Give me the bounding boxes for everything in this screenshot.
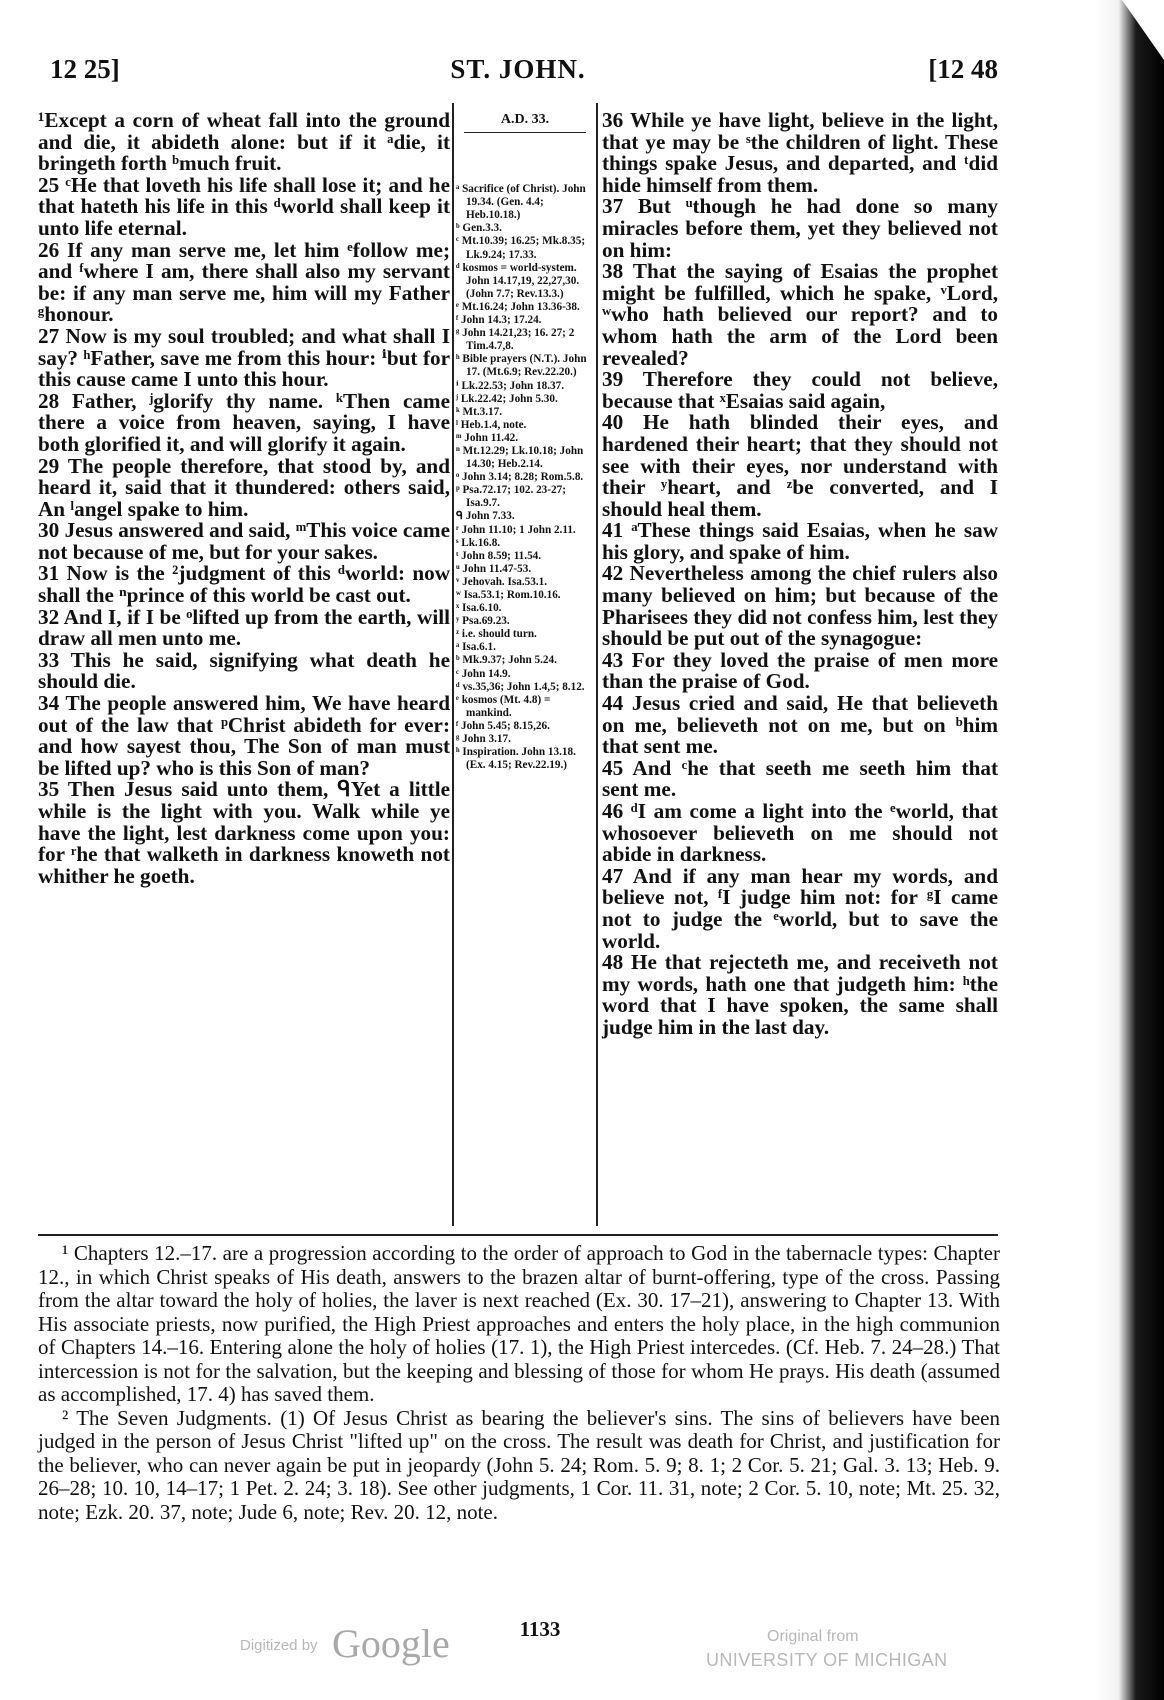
verse: 45 And ᶜhe that seeth me seeth him that sent me. [602, 755, 998, 802]
cross-reference: ʰ Inspiration. John 13.18. (Ex. 4.15; Rev.22.19.) [456, 746, 576, 772]
verse: 46 ᵈI am come a light into the ᵉworld, that whosoever believeth on me should not abide in darkness. [602, 799, 998, 867]
cross-reference: ᶠ John 5.45; 8.15,26. [456, 719, 550, 732]
cross-reference: ʲ Lk.22.42; John 5.30. [456, 392, 558, 405]
cross-reference: ⁱ Lk.22.53; John 18.37. [456, 379, 565, 392]
verse: 41 ᵃThese things said Esaias, when he saw his glory, and spake of him. [602, 518, 998, 564]
verse: 32 And I, if I be ᵒlifted up from the earth, will draw all men unto me. [38, 604, 450, 651]
verse: 37 But ᵘthough he had done so many miracles before them, yet they believed not on him: [602, 194, 998, 262]
column-divider-right [596, 103, 598, 1226]
cross-reference: ᵃ Isa.6.1. [456, 641, 496, 654]
date-label: A.D. 33. [464, 103, 586, 133]
cross-reference: ᶜ Mt.10.39; 16.25; Mk.8.35; Lk.9.24; 17.33. [456, 235, 586, 261]
verse: 40 He hath blinded their eyes, and hardened their heart; that they should not see with their eyes, nor understand with their ʸheart, and ᶻbe converted, and I should heal them. [602, 410, 998, 521]
right-text-column [602, 110, 998, 1039]
original-from-text: Original from [767, 1628, 859, 1645]
footnote-2: ² The Seven Judgments. (1) Of Jesus Christ as bearing the believer's sins. The sins of believers have been judged in the person of Jesus Christ "lifted up" on the cross. The result was death for Christ, and justification for the believer, who can never again be put in jeopardy (John 5. 24; Rom. 5. 9; 8. 1; 2 Cor. 5. 21; Gal. 3. 13; Heb. 9. 26–28; 10. 10, 14–17; 1 Pet. 2. 24; 3. 18). See other judgments, 1 Cor. 11. 31, note; 2 Cor. 5. 10, note; Mt. 25. 32, note; Ezk. 20. 37, note; Jude 6, note; Rev. 20. 12, note. [38, 1405, 1000, 1524]
book-title: ST. JOHN. [450, 54, 586, 84]
verse: ¹Except a corn of wheat fall into the ground and die, it abideth alone: but if it ᵃdie, it bringeth forth ᵇmuch fruit. [38, 108, 450, 176]
header-left-ref: 12 25] [50, 54, 120, 84]
google-logo: Google [332, 1621, 450, 1666]
cross-reference: ˢ Lk.16.8. [456, 536, 501, 549]
verse: 38 That the saying of Esaias the prophet might be fulfilled, which he spake, ᵛLord, ʷwho hath believed our report? and to whom hath the arm of the Lord been revealed? [602, 259, 998, 370]
verse: 30 Jesus answered and said, ᵐThis voice came not because of me, but for your sakes. [38, 518, 450, 564]
page-binding-shadow [1094, 0, 1164, 1700]
cross-reference: ᵈ kosmos = world-system. John 14.17,19, 22,27,30. (John 7.7; Rev.13.3.) [456, 261, 580, 300]
cross-reference: ᵒ John 3.14; 8.28; Rom.5.8. [456, 471, 584, 484]
verse: 26 If any man serve me, let him ᵉfollow me; and ᶠwhere I am, there shall also my servant be: if any man serve me, him will my Father ᵍhonour. [38, 237, 450, 327]
cross-reference: ᶠ John 14.3; 17.24. [456, 314, 542, 327]
footnote-1: ¹ Chapters 12.–17. are a progression according to the order of approach to God in the tabernacle types: Chapter 12., in which Christ speaks of His death, answers to the brazen altar of burnt-offering, type of the cross. Passing from the altar toward the holy of holies, the laver is next reached (Ex. 30. 17–21), answering to Chapter 13. With His associate priests, now purified, the High Priest approaches and enters the holy place, in the high communion of Chapters 14.–16. Entering alone the holy of holies (17. 1), the High Priest intercedes. (Cf. Heb. 7. 24–28.) That intercession is not for the salvation, but the keeping and blessing of those for whom He prays. His death (assumed as accomplished, 17. 4) has saved them. [38, 1241, 1000, 1406]
cross-reference: ᵉ kosmos (Mt. 4.8) = mankind. [456, 693, 551, 719]
cross-reference: ʸ Psa.69.23. [456, 615, 510, 628]
left-text-column [38, 110, 450, 887]
verse: 28 Father, ʲglorify thy name. ᵏThen came there a voice from heaven, saying, I have both glorified it, and will glorify it again. [38, 388, 450, 456]
cross-reference: ᵇ Gen.3.3. [456, 222, 502, 235]
page-number: 1133 [519, 1617, 561, 1641]
verse: 47 And if any man hear my words, and believe not, ᶠI judge him not: for ᵍI came not to judge the ᵉworld, but to save the world. [602, 863, 998, 953]
cross-reference: ᵈ vs.35,36; John 1.4,5; 8.12. [456, 680, 585, 693]
header-right-ref: [12 48 [928, 54, 998, 84]
cross-reference: ᶻ i.e. should turn. [456, 628, 537, 641]
digitized-by-text: Digitized by [240, 1637, 318, 1654]
verse: 48 He that rejecteth me, and receiveth not my words, hath one that judgeth him: ʰthe word that I have spoken, the same shall judge him in the last day. [602, 950, 998, 1039]
cross-reference: ᵐ John 11.42. [456, 431, 519, 444]
verse: 27 Now is my soul troubled; and what shall I say? ʰFather, save me from this hour: ⁱbut for this cause came I unto this hour. [38, 323, 450, 392]
cross-reference: ᵉ Mt.16.24; John 13.36-38. [456, 300, 580, 313]
verse: 39 Therefore they could not believe, because that ˣEsaias said again, [602, 367, 998, 413]
cross-reference: ᶜ John 14.9. [456, 667, 511, 680]
cross-reference: ᵖ Psa.72.17; 102. 23-27; Isa.9.7. [456, 484, 566, 510]
cross-reference: ᑫ John 7.33. [456, 510, 515, 523]
footnote-separator [38, 1234, 998, 1236]
cross-reference: ʷ Isa.53.1; Rom.10.16. [456, 589, 561, 601]
cross-reference: ᵍ John 3.17. [456, 733, 511, 746]
verse: 34 The people answered him, We have heard out of the law that ᵖChrist abideth for ever: and how sayest thou, The Son of man must be lifted up? who is this Son of man? [38, 691, 450, 780]
cross-reference: ᵇ Mk.9.37; John 5.24. [456, 654, 557, 667]
cross-reference: ᵏ Mt.3.17. [456, 405, 503, 418]
verse: 42 Nevertheless among the chief rulers also many believed on him; but because of the Pharisees they did not confess him, lest they should be put out of the synagogue: [602, 561, 998, 651]
cross-reference: ᵘ John 11.47-53. [456, 562, 532, 575]
verse: 43 For they loved the praise of men more than the praise of God. [602, 647, 998, 694]
verse: 36 While ye have light, believe in the light, that ye may be ˢthe children of light. These things spake Jesus, and departed, and ᵗdid hide himself from them. [602, 108, 998, 197]
cross-reference: ⁿ Mt.12.29; Lk.10.18; John 14.30; Heb.2.14. [456, 444, 584, 471]
running-header [38, 50, 998, 96]
cross-reference: ᵃ Sacrifice (of Christ). John 19.34. (Gen. 4.4; Heb.10.18.) [456, 183, 586, 222]
cross-reference: ʰ Bible prayers (N.T.). John 17. (Mt.6.9; Rev.22.20.) [456, 353, 587, 379]
verse: 25 ᶜHe that loveth his life shall lose it; and he that hateth his life in this ᵈworld shall keep it unto life eternal. [38, 172, 450, 240]
verse: 44 Jesus cried and said, He that believeth on me, believeth not on me, but on ᵇhim that sent me. [602, 691, 998, 759]
column-divider-left [452, 103, 454, 1226]
cross-reference: ˣ Isa.6.10. [456, 602, 502, 615]
verse: 31 Now is the ²judgment of this ᵈworld: now shall the ⁿprince of this world be cast out. [38, 561, 450, 608]
reference-column [456, 103, 594, 772]
cross-reference: ʳ John 11.10; 1 John 2.11. [456, 523, 576, 536]
institution-name: UNIVERSITY OF MICHIGAN [706, 1650, 948, 1670]
cross-reference-list [456, 183, 594, 772]
footnotes [38, 1242, 1000, 1524]
cross-reference: ᵍ John 14.21,23; 16. 27; 2 Tim.4.7,8. [456, 327, 575, 353]
cross-reference: ᵛ Jehovah. Isa.53.1. [456, 575, 547, 588]
cross-reference: ˡ Heb.1.4, note. [456, 418, 527, 431]
verse: 33 This he said, signifying what death he should die. [38, 647, 450, 694]
verse: 35 Then Jesus said unto them, ᑫYet a little while is the light with you. Walk while ye have the light, lest darkness come upon you: for ʳhe that walketh in darkness knoweth not whither he goeth. [38, 777, 450, 888]
verse: 29 The people therefore, that stood by, and heard it, said that it thundered: others said, An ˡangel spake to him. [38, 453, 450, 521]
cross-reference: ᵗ John 8.59; 11.54. [456, 549, 542, 562]
